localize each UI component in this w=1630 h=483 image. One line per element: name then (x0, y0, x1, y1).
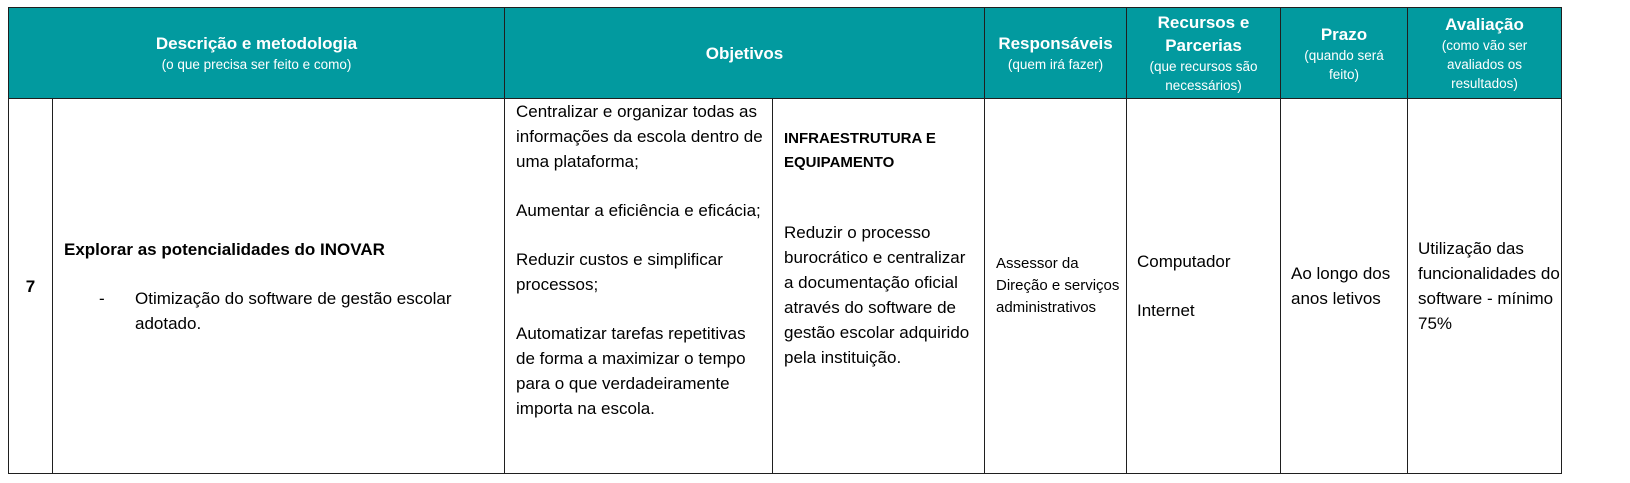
header-recursos-subtitle-line2: necessários) (1165, 78, 1242, 93)
header-recursos-title-line2: Parcerias (1165, 36, 1242, 55)
objetivo-item: Automatizar tarefas repetitivas de forma a maximizar o tempo para o que verdadeiramente importa na escola. (516, 324, 746, 418)
header-descricao-title: Descrição e metodologia (155, 34, 358, 53)
table-header-row (9, 8, 1562, 99)
row-objetivos (505, 99, 773, 474)
objetivo-item: Aumentar a eficiência e eficácia; (516, 201, 761, 220)
header-recursos (1127, 8, 1281, 99)
row-area (773, 99, 985, 474)
descricao-item-text: Otimização do software de gestão escolar adotado. (135, 288, 452, 333)
header-avaliacao-title: Avaliação (1445, 15, 1524, 34)
header-prazo (1281, 8, 1408, 99)
row-number: 7 (9, 99, 53, 474)
row-descricao (53, 99, 505, 474)
header-avaliacao-subtitle-line1: (como vão ser (1441, 38, 1528, 53)
row-recursos (1127, 99, 1281, 474)
area-title: INFRAESTRUTURA E EQUIPAMENTO (784, 130, 936, 171)
header-responsaveis-subtitle: (quem irá fazer) (1007, 57, 1104, 72)
recurso-item: Computador (1137, 252, 1231, 271)
recurso-item: Internet (1137, 301, 1195, 320)
header-prazo-subtitle-line2: feito) (1328, 66, 1359, 82)
objetivo-item: Reduzir custos e simplificar processos; (516, 250, 723, 294)
header-responsaveis (985, 8, 1127, 99)
header-avaliacao (1408, 8, 1562, 99)
header-responsaveis-title: Responsáveis (998, 34, 1113, 53)
table-row (9, 99, 1562, 474)
area-text: Reduzir o processo burocrático e centralizar a documentação oficial através do software de gestão escolar adquirido pela instituição. (784, 223, 970, 367)
list-dash: - (99, 288, 105, 308)
action-plan-table (8, 7, 1562, 474)
header-objetivos (505, 8, 985, 99)
header-objetivos-title: Objetivos (705, 43, 784, 63)
header-descricao-subtitle: (o que precisa ser feito e como) (161, 57, 352, 72)
descricao-list-item (99, 286, 504, 336)
row-avaliacao: Utilização das funcionalidades do software - mínimo 75% (1408, 99, 1562, 474)
row-responsaveis: Assessor da Direção e serviços administrativos (985, 99, 1127, 474)
header-descricao (9, 8, 505, 99)
header-avaliacao-subtitle-line3: resultados) (1451, 76, 1518, 91)
header-recursos-title-line1: Recursos e (1157, 13, 1250, 32)
descricao-title: Explorar as potencialidades do INOVAR (64, 239, 385, 259)
header-avaliacao-subtitle-line2: avaliados os (1446, 57, 1523, 72)
objetivo-item: Centralizar e organizar todas as informações da escola dentro de uma plataforma; (516, 102, 763, 171)
row-prazo: Ao longo dos anos letivos (1281, 99, 1408, 474)
header-recursos-subtitle-line1: (que recursos são (1149, 59, 1258, 74)
header-prazo-subtitle-line1: (quando será (1304, 47, 1384, 63)
header-prazo-title: Prazo (1320, 24, 1368, 44)
